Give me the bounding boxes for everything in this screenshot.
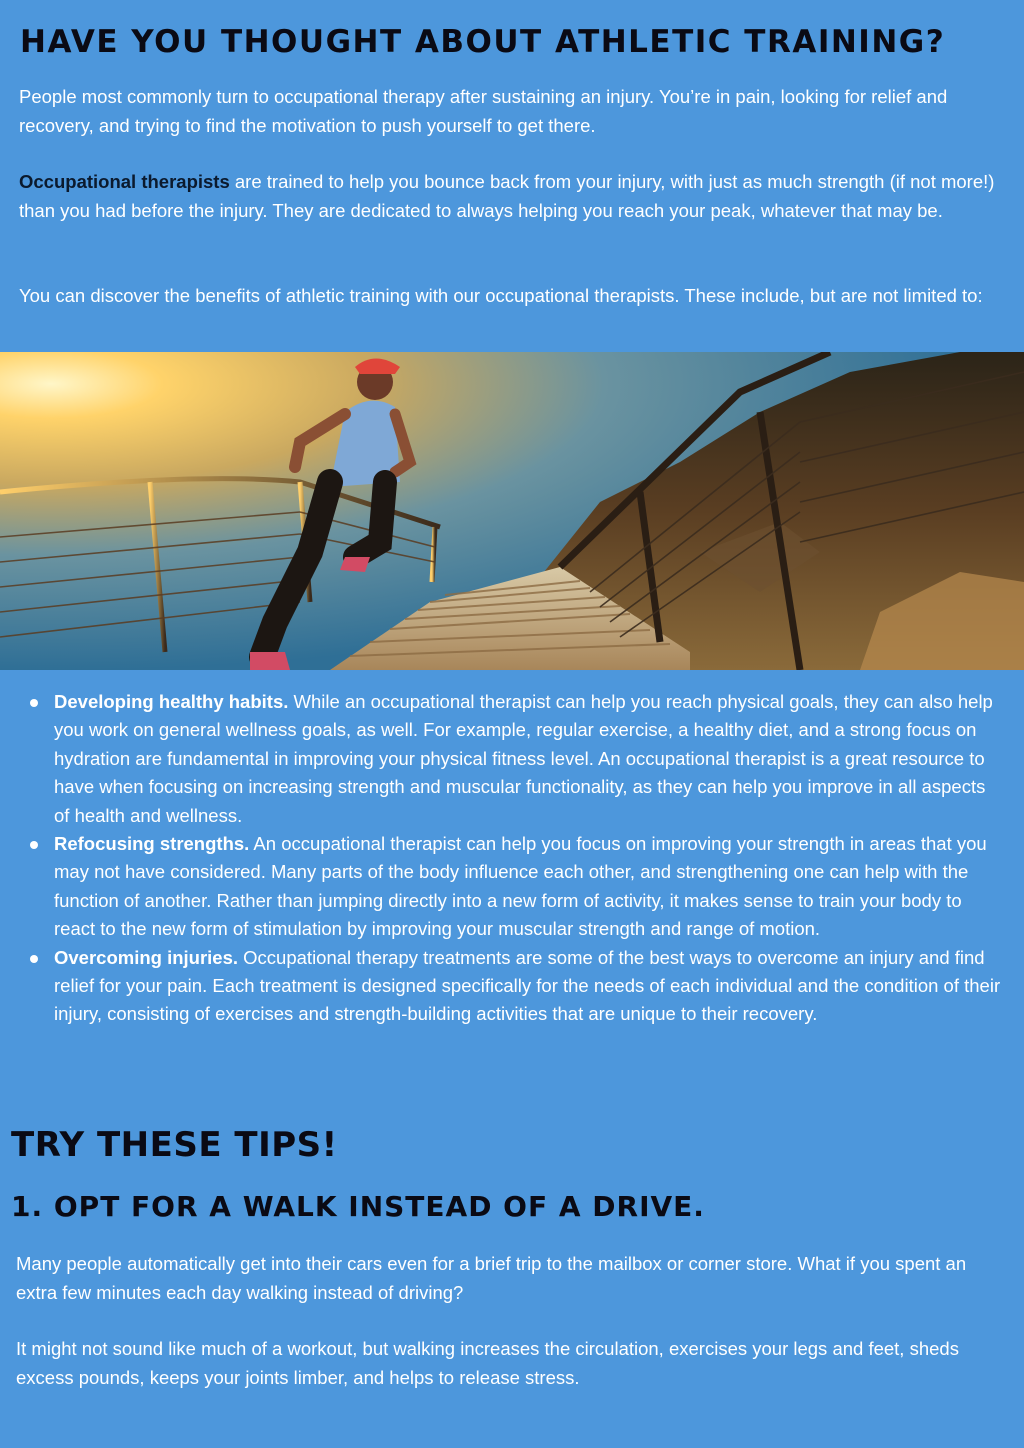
benefit-text: While an occupational therapist can help you reach physical goals, they can also help you work on general wellness goals, as well. For example, regular exercise, a healthy diet, and a strong focus on hydration are fundamental in improving your physical fitness level. An occupational therapist is a great resource to have when focusing on increasing strength and muscular functionality, as they can help you improve in all aspects of health and wellness.	[54, 691, 993, 826]
intro-paragraph-3: You can discover the benefits of athletic training with our occupational therapists. These include, but are not limited to:	[19, 285, 983, 306]
bullet-icon	[30, 841, 38, 849]
intro-paragraph-2-text: are trained to help you bounce back from your injury, with just as much strength (if not more!) than you had before the injury. They are dedicated to always helping you reach your peak, whatever that may be.	[19, 171, 995, 221]
bullet-icon	[30, 699, 38, 707]
runner-on-stairs-photo	[0, 352, 1024, 670]
list-item	[54, 944, 1004, 1029]
benefit-lead: Overcoming injuries.	[54, 946, 239, 968]
tips-section-title: TRY THESE TIPS!	[11, 1125, 338, 1165]
intro-paragraph-1: People most commonly turn to occupational therapy after sustaining an injury. You’re in pain, looking for relief and recovery, and trying to find the motivation to push yourself to get there.	[19, 86, 948, 136]
tip-1-title: 1. OPT FOR A WALK INSTEAD OF A DRIVE.	[11, 1190, 705, 1223]
benefit-text: An occupational therapist can help you focus on improving your strength in areas that you may not have considered. Many parts of the body influence each other, and strengthening one can help with the function of another. Rather than jumping directly into a new form of activity, it makes sense to train your body to react to the new form of stimulation by improving your muscular strength and range of motion.	[54, 833, 987, 940]
benefit-lead: Refocusing strengths.	[54, 833, 250, 855]
tip-1-paragraph-1: Many people automatically get into their cars even for a brief trip to the mailbox or corner store. What if you spent an extra few minutes each day walking instead of driving?	[16, 1253, 967, 1303]
page-title: HAVE YOU THOUGHT ABOUT ATHLETIC TRAINING?	[20, 24, 946, 60]
intro-paragraph-2	[19, 168, 1005, 225]
occupational-therapists-highlight: Occupational therapists	[19, 171, 230, 192]
tip-1-paragraph-2: It might not sound like much of a workout, but walking increases the circulation, exercises your legs and feet, sheds excess pounds, keeps your joints limber, and helps to release stress.	[16, 1338, 959, 1388]
benefit-lead: Developing healthy habits.	[54, 691, 289, 712]
benefits-list	[54, 688, 1004, 1029]
list-item	[54, 830, 1004, 944]
bullet-icon	[30, 955, 38, 963]
list-item	[54, 688, 1004, 830]
benefit-text: Occupational therapy treatments are some of the best ways to overcome an injury and find relief for your pain. Each treatment is designed specifically for the needs of each individual and the condition of their injury, consisting of exercises and strength-building activities that are unique to their recovery.	[54, 946, 1001, 1025]
